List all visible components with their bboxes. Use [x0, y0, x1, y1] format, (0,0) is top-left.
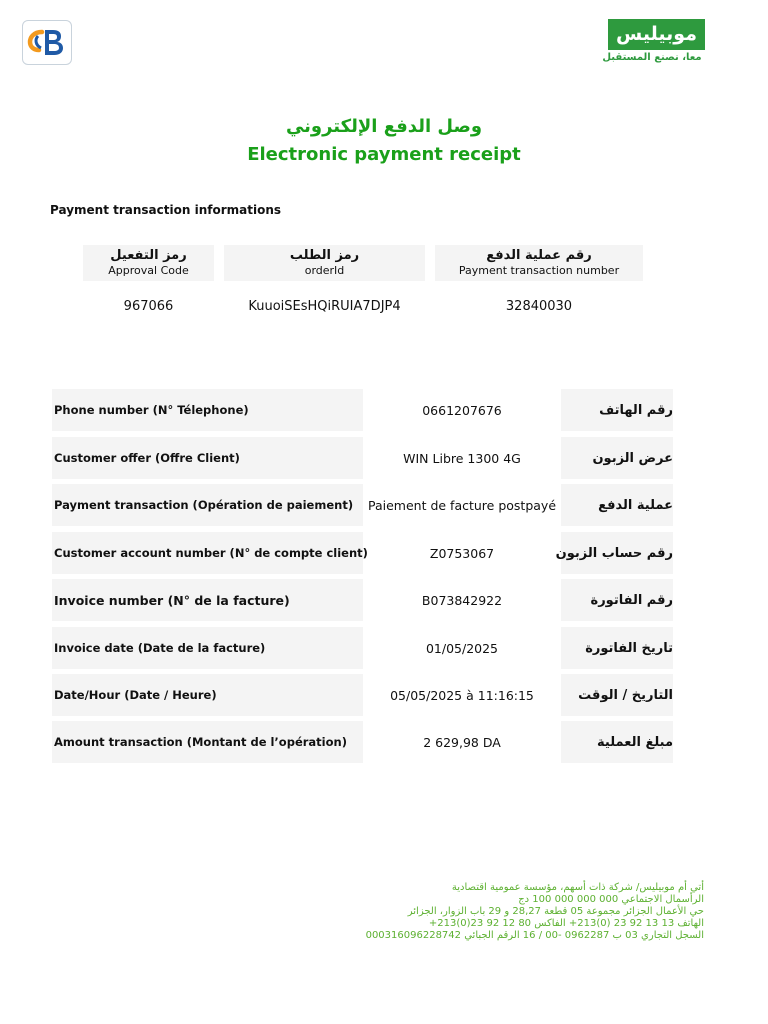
payment-transaction-value: Paiement de facture postpayé [367, 497, 557, 513]
customer-offer-label-ar: عرض الزبون [561, 437, 673, 479]
order-id-header [224, 245, 425, 281]
invoice-date-label: Invoice date (Date de la facture) [52, 627, 363, 669]
date-hour-label: Date/Hour (Date / Heure) [52, 674, 363, 716]
order-id-header-ar: رمز الطلب [289, 248, 360, 263]
invoice-number-label: Invoice number (N° de la facture) [52, 579, 363, 621]
customer-offer-value: WIN Libre 1300 4G [403, 450, 521, 466]
date-hour-value: 05/05/2025 à 11:16:15 [390, 687, 534, 703]
payment-transaction-label-ar: عملية الدفع [561, 484, 673, 526]
transaction-number-header-ar: رقم عملية الدفع [486, 248, 592, 263]
customer-account-label: Customer account number (N° de compte client) [52, 532, 363, 574]
date-hour-label-ar: التاريخ / الوقت [561, 674, 673, 716]
customer-account-label-ar: رقم حساب الزبون [561, 532, 673, 574]
approval-code-header [83, 245, 214, 281]
amount-label-ar: مبلغ العملية [561, 721, 673, 763]
transaction-number-header-en: Payment transaction number [458, 264, 620, 277]
page-title-arabic: وصل الدفع الإلكتروني [285, 116, 483, 137]
mobilis-logo: موبيليس [608, 19, 705, 50]
footer-line: أتي أم موبيليس/ شركة ذات أسهم، مؤسسة عمومية اقتصادية [451, 882, 704, 893]
amount-label: Amount transaction (Montant de l’opération) [52, 721, 363, 763]
transaction-number-header [435, 245, 643, 281]
order-id-value: KuuoiSEsHQiRUIA7DJP4 [248, 299, 401, 314]
company-footer [284, 882, 704, 942]
phone-number-value: 0661207676 [422, 402, 502, 418]
footer-line: السجل التجاري 03 ب 0962287 -00 / 16 الرقم الجبائي 000316096228742 [365, 930, 704, 941]
invoice-date-label-ar: تاريخ الفاتورة [561, 627, 673, 669]
customer-account-value: Z0753067 [429, 545, 495, 561]
footer-line: الهاتف 13 13 92 23 (0)213+ الفاكس 80 12 92 23(0)213+ [428, 918, 704, 929]
phone-number-label: Phone number (N° Télephone) [52, 389, 363, 431]
order-id-header-en: orderId [304, 264, 345, 277]
mobilis-slogan: معا، نصنع المستقبل [602, 52, 702, 63]
invoice-number-label-ar: رقم الفاتورة [561, 579, 673, 621]
invoice-date-value: 01/05/2025 [425, 640, 499, 656]
approval-code-value: 967066 [123, 299, 174, 314]
approval-code-header-ar: رمز التفعيل [110, 248, 187, 263]
cib-logo [22, 20, 72, 65]
customer-offer-label: Customer offer (Offre Client) [52, 437, 363, 479]
phone-number-label-ar: رقم الهاتف [561, 389, 673, 431]
invoice-number-value: B073842922 [421, 592, 503, 608]
section-heading: Payment transaction informations [50, 203, 282, 217]
footer-line: حي الأعمال الجزائر مجموعة 05 قطعة 28,27 و 29 باب الزوار، الجزائر [407, 906, 704, 917]
page-title-english: Electronic payment receipt [247, 144, 521, 165]
cib-logo-icon [23, 21, 71, 64]
transaction-number-value: 32840030 [505, 299, 573, 314]
amount-value: 2 629,98 DA [423, 734, 501, 750]
footer-line: الرأسمال الاجتماعي 000 000 000 100 دج [518, 894, 704, 905]
payment-transaction-label: Payment transaction (Opération de paiement) [52, 484, 363, 526]
approval-code-header-en: Approval Code [108, 264, 189, 277]
